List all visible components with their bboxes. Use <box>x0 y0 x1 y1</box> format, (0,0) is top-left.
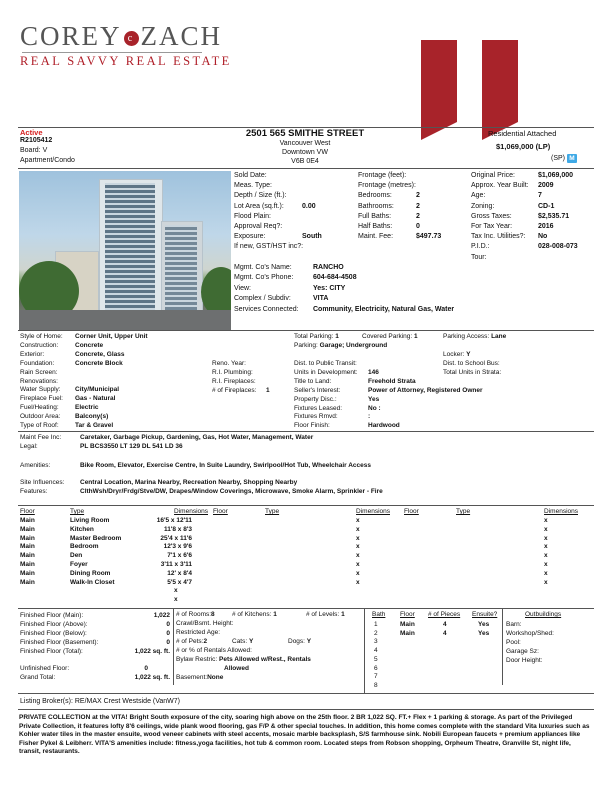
locker: Y <box>466 351 471 358</box>
summary-field-label: Flood Plain: <box>234 212 271 220</box>
mls-number: R2105412 <box>20 137 53 144</box>
room-floor: Main <box>20 578 35 586</box>
rooms-field-value: 2 <box>416 212 420 220</box>
price-field-label: Original Price: <box>471 172 515 179</box>
listing-broker: Listing Broker(s): RE/MAX Crest Westside (VanW7) <box>20 698 181 705</box>
room-dimensions-empty: x <box>356 561 360 568</box>
mgmt-field-label: Mgmt. Co's Phone: <box>234 274 294 282</box>
summary-field-label: If new, GST/HST inc?: <box>234 243 304 251</box>
room-floor: Main <box>20 543 35 551</box>
site-field-label: Site Influences: <box>20 479 65 486</box>
detail-field-value: Concrete <box>75 341 104 349</box>
room-type: Living Room <box>70 517 110 524</box>
detail-field-value: Corner Unit, Upper Unit <box>75 333 148 340</box>
status-badge: Active <box>20 128 43 137</box>
room-floor: Main <box>20 517 35 524</box>
room-dimensions: 12'3 x 9'6 <box>163 543 192 551</box>
finished-label: Finished Floor (Main): <box>20 612 84 619</box>
summary-field-value: South <box>302 233 322 241</box>
room-floor: Main <box>20 525 35 533</box>
brand-monogram: c <box>124 31 139 46</box>
price-field-label: Tour: <box>471 253 487 261</box>
detail-field-value: Electric <box>75 404 99 412</box>
rooms-field-value: 2 <box>416 192 420 200</box>
room-type: Master Bedroom <box>70 534 122 542</box>
site-field-value: Central Location, Marina Nearby, Recreation Nearby, Shopping Nearby <box>80 479 298 486</box>
price-field-value: No <box>538 233 548 241</box>
property-photo <box>19 171 231 330</box>
room-type: Walk-In Closet <box>70 578 115 586</box>
summary-field-value: 0.00 <box>302 202 316 210</box>
reno-field-label: R.I. Plumbing: <box>212 368 253 376</box>
rooms-field-value: $497.73 <box>416 233 442 241</box>
title-field-label: Seller's Interest: <box>294 386 341 394</box>
finished-value: 0 <box>166 621 170 628</box>
room-dimensions: 7'1 x 6'6 <box>167 552 192 560</box>
room-header-type: Type <box>265 508 280 515</box>
detail-field-value: Concrete Block <box>75 359 123 367</box>
area: Vancouver West <box>279 140 331 147</box>
rooms-field-value: 2 <box>416 202 420 210</box>
bath-ensuite: Yes <box>478 629 490 637</box>
pets-count: 2 <box>203 638 208 645</box>
title-field-value: Power of Attorney, Registered Owner <box>368 386 483 394</box>
summary-field-label: Exposure: <box>234 233 266 241</box>
mgmt-field-label: Services Connected: <box>234 305 299 313</box>
title-field-value: : <box>368 413 371 421</box>
room-header-dimensions: Dimensions <box>544 508 578 515</box>
rooms-field-label: Bedrooms: <box>358 192 392 200</box>
bath-number: 2 <box>374 629 378 637</box>
price-field-label: P.I.D.: <box>471 243 490 251</box>
room-header-dimensions: Dimensions <box>174 508 208 515</box>
map-icon[interactable]: M <box>567 154 577 163</box>
board: Board: V <box>20 147 48 154</box>
title-field-label: Dist. to Public Transit: <box>294 360 357 367</box>
school-field-label: Total Units in Strata: <box>443 368 502 376</box>
detail-field-value: Concrete, Glass <box>75 350 125 358</box>
room-dimensions-empty: x <box>356 578 360 586</box>
room-dimensions-empty: x <box>356 517 360 524</box>
room-dimensions-empty: x <box>356 543 360 551</box>
grand-total-value: 1,022 sq. ft. <box>134 674 170 681</box>
crawl-height: Crawl/Bsmt. Height: <box>176 620 234 627</box>
room-type: Kitchen <box>70 525 94 533</box>
mgmt-field-value: Yes: CITY <box>313 284 346 292</box>
maint-field-label: Maint Fee Inc: <box>20 434 62 441</box>
room-dimensions-empty: x <box>544 578 548 586</box>
detail-field-label: Exterior: <box>20 350 45 358</box>
finished-value: 1,022 <box>153 612 170 619</box>
price-field-label: Tax Inc. Utilities?: <box>471 233 526 241</box>
reno-field-label: R.I. Fireplaces: <box>212 377 256 385</box>
detail-field-label: Type of Roof: <box>20 422 59 429</box>
room-dimensions-empty: x <box>544 569 548 577</box>
summary-field-label: Sold Date: <box>234 172 267 179</box>
room-type: Bedroom <box>70 543 99 551</box>
bath-pieces: 4 <box>443 629 447 637</box>
detail-field-value: City/Municipal <box>75 386 120 394</box>
bath-number: 6 <box>374 664 378 672</box>
room-dimensions-empty: x <box>544 534 548 542</box>
bath-header-ensuite: Ensuite? <box>472 611 498 618</box>
unfinished-label: Unfinished Floor: <box>20 665 70 672</box>
rooms-field-label: Frontage (feet): <box>358 172 407 179</box>
public-remarks: PRIVATE COLLECTION at the VITA! Bright South exposure of the city, soaring high above on the 25th floor. 2 BR 1,022 SQ. FT.+ Flex + 1 parking & storage. As part of the Privileged Private Collection, it features lofty 8'6 ceilings, wide plank wood flooring, gas F/P & other special touches. In addition, this home comes complete with the standard Vita luxuries such as Kohler water tiles in the master ensuite, wood veneer cabinets with steel accents, mosaic marble backsplash, S/S farmhouse sink. Nobili European faucets + premium appliances like Fisher Pykel & Leibherr. VITA'S amenities include: fitness,yoga facilities, hot tub & common room. Located steps from Robson shopping, Orpheum Theatre, Granville St, night life, transit, restaurants. <box>19 714 590 756</box>
price-field-value: CD-1 <box>538 202 555 210</box>
detail-field-label: Foundation: <box>20 359 55 367</box>
grand-total-label: Grand Total: <box>20 674 56 681</box>
summary-field-label: Lot Area (sq.ft.): <box>234 202 284 210</box>
detail-field-label: Style of Home: <box>20 333 63 340</box>
school-field-label: Dist. to School Bus: <box>443 360 500 367</box>
basement: None <box>207 674 224 681</box>
detail-field-label: Fireplace Fuel: <box>20 395 63 403</box>
outbuilding-item: Garage Sz: <box>506 648 539 655</box>
rooms-field-label: Bathrooms: <box>358 202 394 210</box>
room-dimensions-empty: x <box>356 525 360 533</box>
room-header-floor: Floor <box>213 508 228 515</box>
room-floor: Main <box>20 534 35 542</box>
room-dimensions-empty: x <box>544 561 548 568</box>
room-type: Dining Room <box>70 569 111 577</box>
kitchens-count: 1 <box>273 611 277 618</box>
finished-label: Finished Floor (Basement): <box>20 639 99 646</box>
detail-field-label: Fuel/Heating: <box>20 404 59 412</box>
title-field-value: Yes <box>368 395 380 403</box>
parking-type: Garage; Underground <box>319 342 388 349</box>
amenities-value: Bike Room, Elevator, Exercise Centre, In Suite Laundry, Swirlpool/Hot Tub, Wheelchair Access <box>80 462 372 469</box>
finished-label: Finished Floor (Total): <box>20 648 83 655</box>
rentals-allowed: # or % of Rentals Allowed: <box>176 647 252 654</box>
parking-access: Lane <box>491 333 507 340</box>
mgmt-field-label: Mgmt. Co's Name: <box>234 264 292 271</box>
list-price: $1,069,000 (LP) <box>496 142 551 151</box>
site-field-label: Features: <box>20 488 48 495</box>
property-type: Apartment/Condo <box>20 157 75 164</box>
room-dimensions: 16'5 x 12'11 <box>156 517 192 524</box>
rooms-field-label: Maint. Fee: <box>358 233 394 241</box>
title-field-label: Fixtures Leased: <box>294 404 343 412</box>
mgmt-field-value: RANCHO <box>313 264 344 271</box>
finished-label: Finished Floor (Below): <box>20 630 87 637</box>
maint-field-value: PL BCS3550 LT 129 DL 541 LD 36 <box>80 443 183 450</box>
summary-field-label: Meas. Type: <box>234 182 273 190</box>
room-floor: Main <box>20 569 35 577</box>
title-field-label: Floor Finish: <box>294 422 330 430</box>
rooms-count: 8 <box>211 611 215 618</box>
room-type: Den <box>70 552 83 560</box>
room-dimensions-empty: x <box>544 517 548 524</box>
brand-name-right: ZACH <box>140 21 223 51</box>
title-field-label: Units in Development: <box>294 368 358 376</box>
price-field-label: Gross Taxes: <box>471 212 512 220</box>
outbuilding-item: Pool: <box>506 639 521 646</box>
price-field-label: Zoning: <box>471 202 495 210</box>
reno-field-label: # of Fireplaces: <box>212 386 257 394</box>
room-dimensions-empty: x <box>544 525 548 533</box>
reno-field-label: Reno. Year: <box>212 360 246 367</box>
logo-divider <box>22 52 202 53</box>
detail-field-value: Gas - Natural <box>75 395 116 403</box>
rooms-field-label: Full Baths: <box>358 212 392 220</box>
room-dimensions-empty: x <box>544 552 548 560</box>
detail-field-label: Rain Screen: <box>20 368 58 376</box>
room-dimensions-empty: x <box>174 596 178 604</box>
maint-field-label: Legal: <box>20 443 38 450</box>
dogs-allowed: Y <box>306 638 312 645</box>
room-floor: Main <box>20 552 35 560</box>
room-dimensions-empty: x <box>356 534 360 542</box>
bath-floor: Main <box>400 629 415 637</box>
room-header-type: Type <box>456 508 471 515</box>
bath-header: Bath <box>372 611 386 618</box>
brand-name-left: COREY <box>20 21 122 51</box>
detail-field-label: Renovations: <box>20 377 58 385</box>
room-floor: Main <box>20 561 35 568</box>
detail-field-value: Balcony(s) <box>75 413 109 421</box>
room-header-floor: Floor <box>20 508 35 515</box>
bath-number: 1 <box>374 621 378 628</box>
bath-number: 3 <box>374 638 378 646</box>
bath-ensuite: Yes <box>478 621 490 628</box>
room-header-floor: Floor <box>404 508 419 515</box>
room-dimensions: 12' x 8'4 <box>167 569 192 577</box>
bath-number: 5 <box>374 655 378 663</box>
brand-tagline: REAL SAVVY REAL ESTATE <box>20 54 232 68</box>
price-field-value: 028-008-073 <box>538 243 578 251</box>
summary-field-label: Approval Req?: <box>234 223 283 230</box>
mgmt-field-value: 604-684-4508 <box>313 274 357 282</box>
room-dimensions: 25'4 x 11'6 <box>160 534 192 542</box>
price-field-value: 2009 <box>538 182 554 190</box>
finished-label: Finished Floor (Above): <box>20 621 88 628</box>
room-dimensions-empty: x <box>356 569 360 577</box>
title-field-label: Property Disc.: <box>294 395 337 403</box>
reno-field-value: 1 <box>266 386 270 394</box>
restricted-age: Restricted Age: <box>176 629 221 636</box>
title-field-value: No : <box>368 404 381 412</box>
postal-code: V6B 0E4 <box>291 158 319 165</box>
maint-field-value: Caretaker, Garbage Pickup, Gardening, Gas, Hot Water, Management, Water <box>80 434 314 441</box>
rooms-field-label: Half Baths: <box>358 223 393 230</box>
summary-field-label: Depth / Size (ft.): <box>234 192 287 200</box>
price-field-label: Age: <box>471 192 486 200</box>
address: 2501 565 SMITHE STREET <box>245 128 365 139</box>
category: Residential Attached <box>488 129 557 138</box>
room-header-dimensions: Dimensions <box>356 508 390 515</box>
mgmt-field-value: Community, Electricity, Natural Gas, Water <box>313 305 455 313</box>
sub-area: Downtown VW <box>282 149 328 156</box>
room-dimensions-empty: x <box>174 587 178 595</box>
bath-pieces: 4 <box>443 621 447 628</box>
bath-floor: Main <box>400 621 415 628</box>
room-dimensions-empty: x <box>356 552 360 560</box>
room-dimensions: 11'8 x 8'3 <box>163 525 192 533</box>
room-dimensions-empty: x <box>544 543 548 551</box>
title-field-value: Hardwood <box>368 422 400 430</box>
bylaw-restrictions-cont: Allowed <box>224 665 249 672</box>
finished-value: 0 <box>166 630 170 637</box>
bath-header-floor: Floor <box>400 611 415 618</box>
bath-number: 8 <box>374 681 378 689</box>
price-field-label: For Tax Year: <box>471 223 513 230</box>
room-dimensions: 5'5 x 4'7 <box>167 578 192 586</box>
cats-allowed: Y <box>248 638 254 645</box>
outbuilding-item: Workshop/Shed: <box>506 630 554 637</box>
bath-header-pieces: # of Pieces <box>428 611 461 618</box>
room-dimensions: 3'11 x 3'11 <box>160 561 192 568</box>
covered-parking: 1 <box>414 333 418 340</box>
finished-value: 1,022 sq. ft. <box>134 648 170 655</box>
sold-price: (SP) <box>551 155 565 162</box>
mgmt-field-label: View: <box>234 284 251 292</box>
price-field-value: 2016 <box>538 223 554 230</box>
unfinished-value: 0 <box>144 665 148 672</box>
mgmt-field-label: Complex / Subdiv: <box>234 295 291 303</box>
site-field-value: ClthWsh/Dryr/Frdg/Stve/DW, Drapes/Window Coverings, Microwave, Smoke Alarm, Sprinkler - Fire <box>80 488 383 495</box>
finished-value: 0 <box>166 639 170 646</box>
price-field-label: Approx. Year Built: <box>471 182 529 190</box>
detail-field-label: Water Supply: <box>20 386 61 394</box>
room-header-type: Type <box>70 508 85 515</box>
detail-field-label: Construction: <box>20 341 59 349</box>
outbuildings-header: Outbuildings <box>525 611 562 618</box>
detail-field-label: Outdoor Area: <box>20 413 61 421</box>
price-field-value: $2,535.71 <box>538 212 570 220</box>
title-field-value: 146 <box>368 368 379 376</box>
rooms-field-label: Frontage (metres): <box>358 182 416 190</box>
title-field-label: Title to Land: <box>294 377 332 385</box>
brand-logo <box>20 21 222 52</box>
amenities-row: Amenities: <box>20 462 51 469</box>
outbuilding-item: Barn: <box>506 621 522 628</box>
title-field-value: Freehold Strata <box>368 377 416 385</box>
rooms-field-value: 0 <box>416 223 420 230</box>
price-field-value: $1,069,000 <box>538 172 574 179</box>
title-field-label: Fixtures Rmvd: <box>294 413 338 421</box>
outbuilding-item: Door Height: <box>506 657 543 664</box>
levels-count: 1 <box>341 611 345 618</box>
price-field-value: 7 <box>538 192 542 200</box>
bylaw-restrictions: Pets Allowed w/Rest., Rentals <box>219 656 311 663</box>
bath-number: 4 <box>374 647 378 655</box>
mgmt-field-value: VITA <box>313 295 329 303</box>
detail-field-value: Tar & Gravel <box>75 422 114 429</box>
room-type: Foyer <box>70 561 88 568</box>
bath-number: 7 <box>374 673 378 681</box>
total-parking: 1 <box>335 333 339 340</box>
